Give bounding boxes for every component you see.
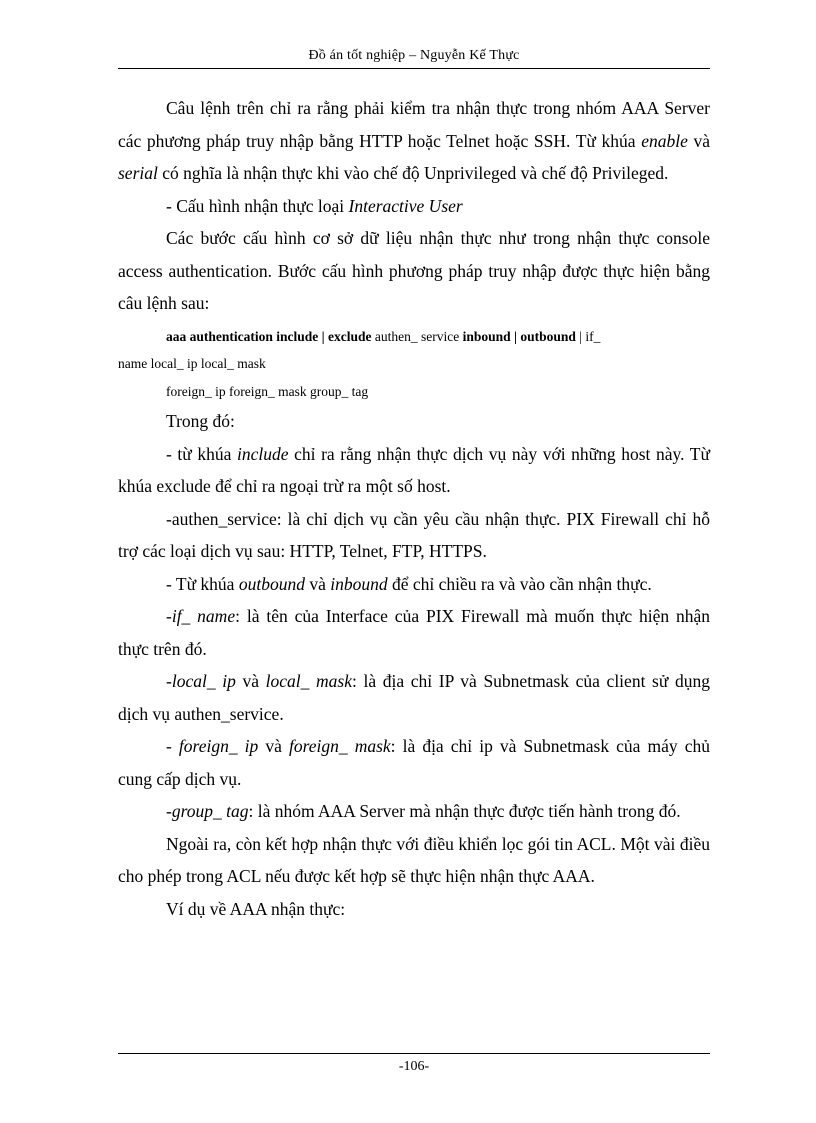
paragraph-5 [118,438,710,503]
text: : là địa chỉ ip và Subnetmask của máy chủ cung cấp dịch vụ. [118,736,711,789]
text: - [166,671,172,691]
term-foreign-mask: foreign_ mask [288,736,391,756]
text: - [166,736,179,756]
text: chỉ ra rằng nhận thực dịch vụ này với những host này. Từ khúa exclude để chỉ ra ngoại trừ ra một số host. [118,443,710,496]
text: inbound | outbound [462,328,576,344]
term-if-name: if_ name [171,606,236,626]
keyword-inbound: inbound [330,573,388,594]
page-body [118,92,710,925]
text: Câu lệnh trên chỉ ra rằng phải kiểm tra nhận thực trong nhóm AAA Server các phương pháp truy nhập bằng HTTP hoặc Telnet hoặc SSH. Từ khúa [118,98,710,151]
header-rule [118,68,710,69]
footer-rule [118,1053,710,1054]
text: : là tên của Interface của PIX Firewall mà muốn thực hiện nhận thực trên đó. [118,606,710,659]
text: và [235,671,266,691]
term-local-mask: local_ mask [265,671,352,691]
text: - Từ khúa [166,573,239,594]
paragraph-9 [118,665,710,730]
paragraph-11 [118,795,710,828]
paragraph-7 [118,568,710,601]
keyword-enable: enable [641,130,688,151]
keyword-outbound: outbound [238,573,305,594]
page-number: -106- [398,1059,430,1074]
paragraph-6: -authen_service: là chỉ dịch vụ cần yêu cầu nhận thực. PIX Firewall chỉ hỗ trợ các loại dịch vụ sau: HTTP, Telnet, FTP, HTTPS. [118,508,710,561]
text: và [687,130,710,151]
paragraph-3: Các bước cấu hình cơ sở dữ liệu nhận thực như trong nhận thực console access authentication. Bước cấu hình phương pháp truy nhập được thực hiện bằng câu lệnh sau: [118,228,710,313]
text: và [304,573,331,594]
command-line-3: foreign_ ip foreign_ mask group_ tag [166,383,369,399]
text: để chỉ chiều ra và vào cần nhận thực. [387,573,652,594]
command-line-1 [118,323,710,351]
text: - Cấu hình nhận thực loại [166,195,349,216]
text: authen_ service [371,328,463,344]
text: : là nhóm AAA Server mà nhận thực được tiến hành trong đó. [248,801,681,821]
keyword-include: include [236,443,289,464]
paragraph-8 [118,600,710,665]
text: - từ khúa [166,443,237,464]
command-line-2: name local_ ip local_ mask [118,356,266,371]
paragraph-13: Ví dụ về AAA nhận thực: [166,898,346,919]
paragraph-4: Trong đó: [166,411,235,431]
paragraph-2 [118,190,710,223]
term-local-ip: local_ ip [171,671,236,691]
text: : là địa chỉ IP và Subnetmask của client sử dụng dịch vụ authen_service. [118,671,710,724]
text: - [166,606,172,626]
paragraph-10 [118,730,710,795]
term-group-tag: group_ tag [171,801,249,821]
keyword-serial: serial [118,163,158,183]
page-header: Đồ án tốt nghiệp – Nguyễn Kế Thực [308,48,520,63]
paragraph-1 [118,92,710,190]
text: - [166,801,172,821]
text: aaa authentication include | exclude [166,328,372,344]
text: có nghĩa là nhận thực khi vào chế độ Unprivileged và chế độ Privileged. [157,163,669,183]
term-foreign-ip: foreign_ ip [178,736,259,756]
paragraph-12: Ngoài ra, còn kết hợp nhận thực với điều khiển lọc gói tin ACL. Một vài điều cho phép trong ACL nếu được kết hợp sẽ thực hiện nhận thực AAA. [118,833,710,886]
text: và [258,736,289,756]
text: | if_ [575,328,601,344]
term-interactive-user: Interactive User [348,195,463,216]
